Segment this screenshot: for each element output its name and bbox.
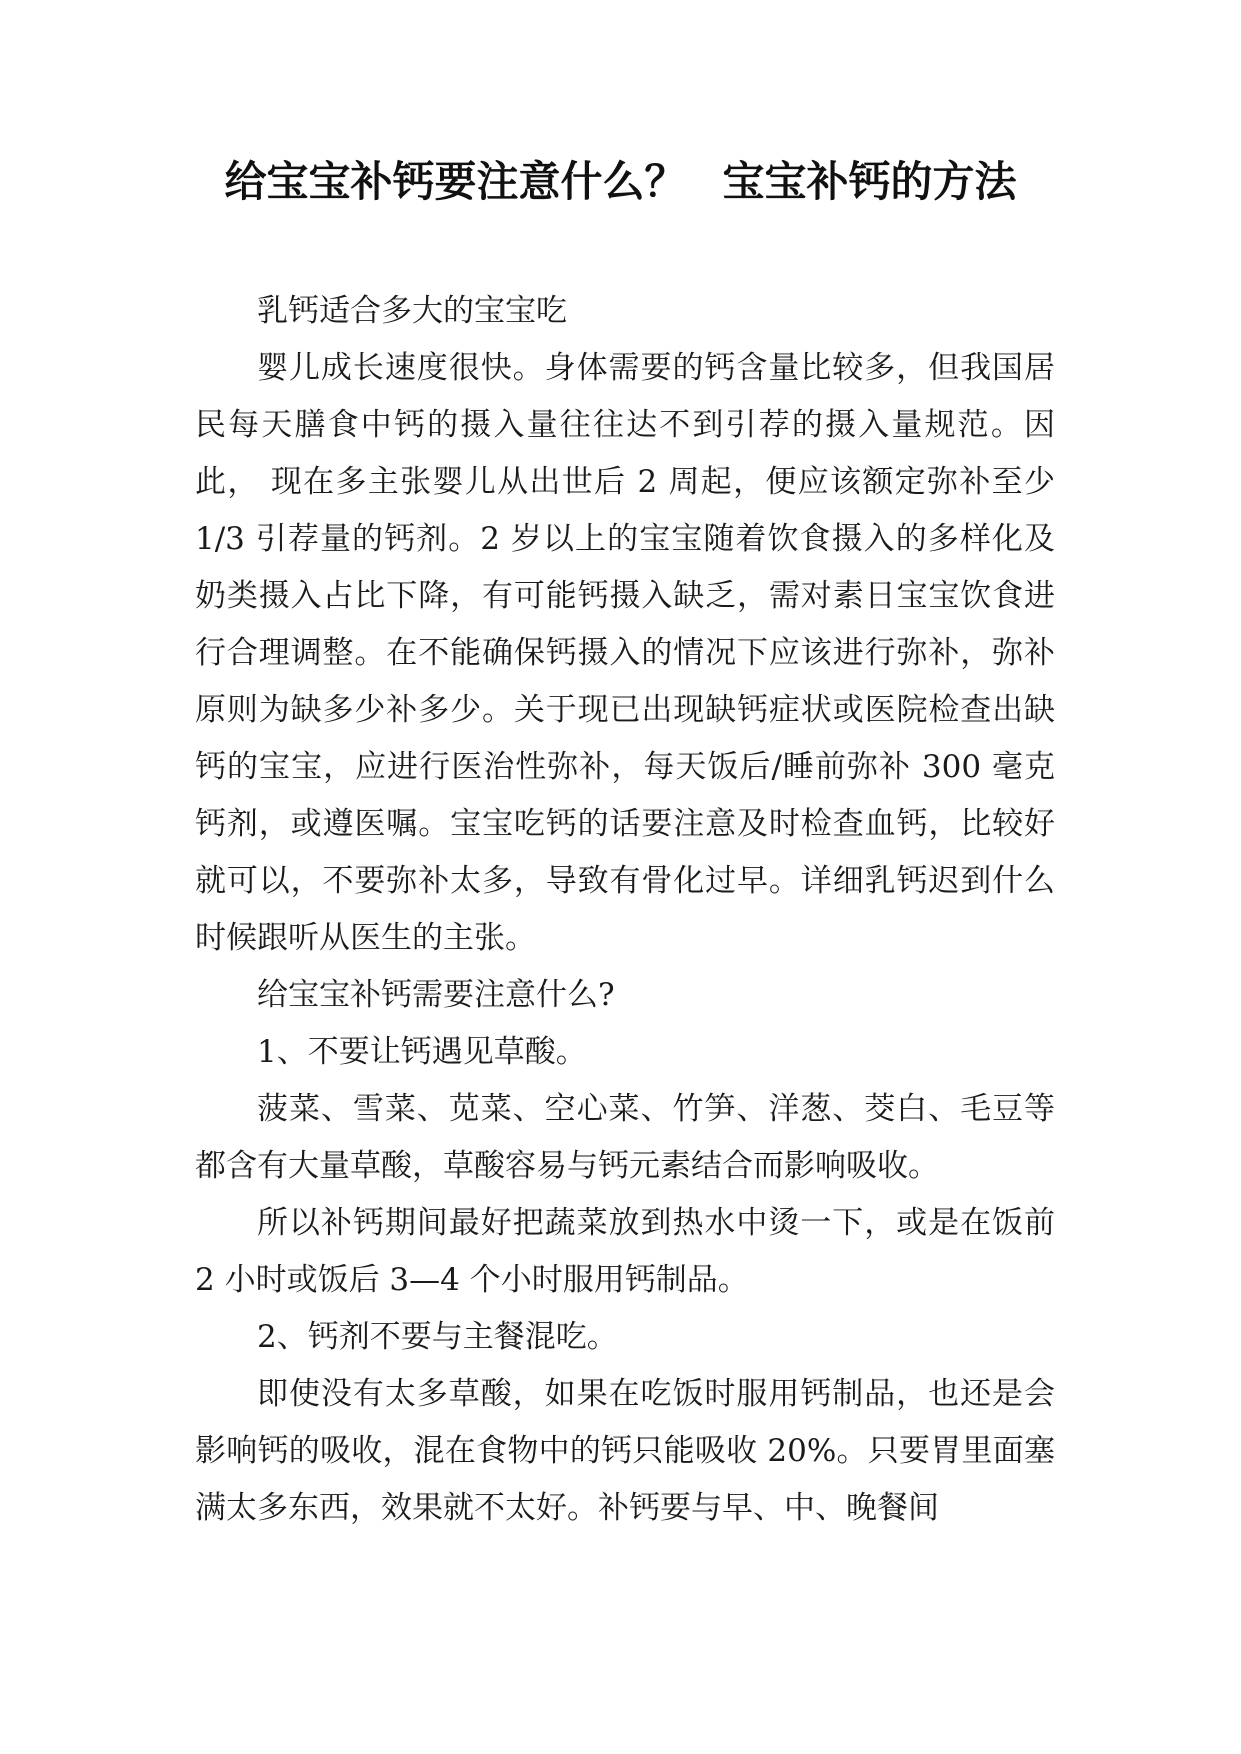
paragraph-oxalic-vegetables: 菠菜、雪菜、苋菜、空心菜、竹笋、洋葱、茭白、毛豆等都含有大量草酸，草酸容易与钙元素结合而影响吸收。 (195, 1091, 1055, 1184)
document-title (0, 150, 1241, 214)
list-item-1-heading: 1、不要让钙遇见草酸。 (257, 1034, 587, 1070)
paragraph-infant-calcium: 婴儿成长速度很快。身体需要的钙含量比较多，但我国居民每天膳食中钙的摄入量往往达不到引荐的摄入量规范。因此， 现在多主张婴儿从出世后 2 周起，便应该额定弥补至少 1/3 引荐量的钙剂。2 岁以上的宝宝随着饮食摄入的多样化及奶类摄入占比下降，有可能钙摄入缺乏，需对素日宝宝饮食进行合理调整。在不能确保钙摄入的情况下应该进行弥补，弥补原则为缺多少补多少。关于现已出现缺钙症状或医院检查出缺钙的宝宝，应进行医治性弥补，每天饭后/睡前弥补 300 毫克钙剂，或遵医嘱。宝宝吃钙的话要注意及时检查血钙，比较好就可以，不要弥补太多，导致有骨化过早。详细乳钙迟到什么时候跟听从医生的主张。 (195, 350, 1055, 956)
paragraph-blanch-advice: 所以补钙期间最好把蔬菜放到热水中烫一下，或是在饭前 2 小时或饭后 3—4 个小时服用钙制品。 (195, 1205, 1055, 1298)
subheading-calcium-age: 乳钙适合多大的宝宝吃 (257, 293, 567, 329)
list-item-2-heading: 2、钙剂不要与主餐混吃。 (257, 1319, 618, 1355)
paragraph-meal-timing: 即使没有太多草酸，如果在吃饭时服用钙制品，也还是会影响钙的吸收，混在食物中的钙只能吸收 20%。只要胃里面塞满太多东西，效果就不太好。补钙要与早、中、晚餐间 (195, 1376, 1055, 1526)
title-main: 给宝宝补钙要注意什么？ (224, 157, 687, 206)
subheading-precautions: 给宝宝补钙需要注意什么? (257, 977, 615, 1013)
document-body (195, 283, 1055, 1537)
title-sub: 宝宝补钙的方法 (722, 157, 1017, 206)
